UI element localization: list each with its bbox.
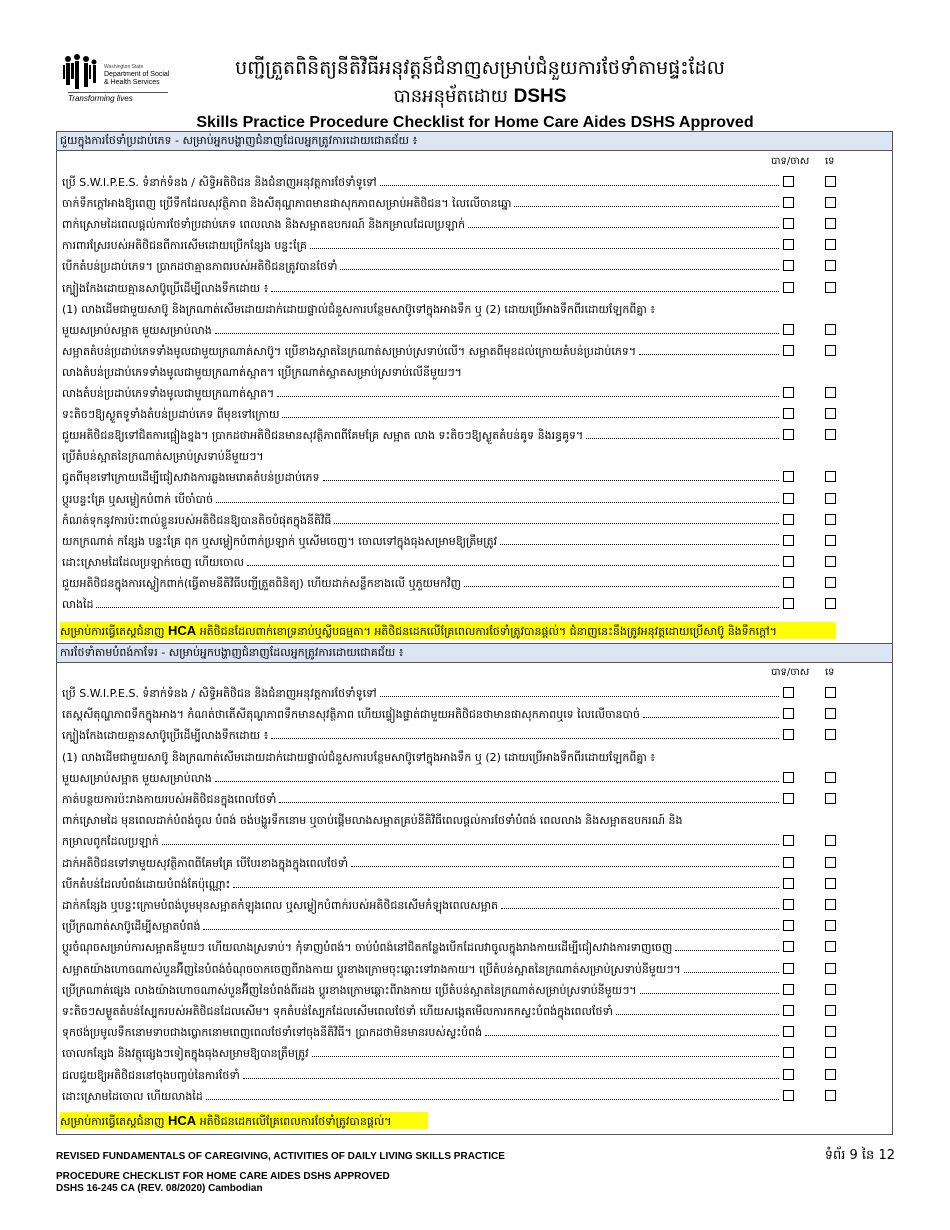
checklist-item-text: កាត់បន្ថយការប៉ះរាងកាយរបស់អតិថិជនក្នុងពេលថែទាំ xyxy=(62,793,277,806)
column-no-label: ទេ xyxy=(825,156,835,167)
yes-checkbox[interactable] xyxy=(783,899,794,910)
leader-dots xyxy=(351,866,779,867)
yes-checkbox[interactable] xyxy=(783,1047,794,1058)
yes-checkbox[interactable] xyxy=(783,514,794,525)
checklist-item xyxy=(60,468,890,488)
section-heading-perineal-care: ជួយក្នុងការថែទាំប្រដាប់ភេទ - សម្រាប់អ្នកបង្ហាញជំនាញដែលអ្នកត្រូវការដោយជោគជ័យ ៖ xyxy=(57,131,892,151)
checklist-item xyxy=(60,553,890,573)
checklist-item-text: ពាក់ស្រោមដៃ មុនពេលដាក់បំពង់ចូល បំពង់ ចង់បង្ហូរទឹកនោម ឬចាប់ផ្តើមលាងសម្អាតគ្រប់នីតិវិធីពេលផ្តល់ការថែទាំបំពង់ ពេលលាង និងសម្អាតឧបករណ៍ និង xyxy=(62,814,683,828)
yes-checkbox[interactable] xyxy=(783,857,794,868)
no-checkbox[interactable] xyxy=(825,1005,836,1016)
yes-checkbox[interactable] xyxy=(783,708,794,719)
yes-checkbox[interactable] xyxy=(783,772,794,783)
yes-checkbox[interactable] xyxy=(783,260,794,271)
checklist-item xyxy=(60,1066,890,1086)
note-rest: អតិថិជនដែលពាក់ខោទ្រនាប់ឬស្លីបធម្មតា។ អតិថិជនដេកលើគ្រែពេលការថែទាំត្រូវបានផ្តល់។ ជំនាញនេះនឹងត្រូវអនុវត្តដោយប្រើសាប៊ូ និងទឹកក្តៅ។ xyxy=(199,625,777,638)
checklist-item-text: លាងតំបន់ប្រដាប់ភេទទាំងមូលជាមួយក្រណាត់ស្អាត។ ប្រើក្រណាត់ស្អាតសម្រាប់ស្រទាប់លើនីមួយៗ។ xyxy=(62,365,462,379)
checklist-item-text: ដោះស្រោមដៃចោល ហើយលាងដៃ xyxy=(62,1089,203,1103)
no-checkbox[interactable] xyxy=(825,793,836,804)
checklist-item-text: ដោះស្រោមដៃដែលប្រឡាក់ចេញ ហើយចោល xyxy=(62,555,244,569)
leader-dots xyxy=(271,738,779,739)
no-checkbox[interactable] xyxy=(825,708,836,719)
checklist-item-text: (1) លាងដើមជាមួយសាប៊ូ និងក្រណាត់សើមដោយដាក់ដោយផ្ទាល់ជំនួសការបន្ថែមសាប៊ូទៅក្នុងអាងទឹក ឬ (2) ដោយប្រើអាងទឹកពីរដោយឡែកពីគ្នា ៖ xyxy=(62,302,656,316)
dshs-figures-icon xyxy=(60,54,102,94)
checklist-item-text: ប្រើ S.W.I.P.E.S. ទំនាក់ទំនង / សិទ្ធិអតិថិជន និងជំនាញអនុវត្តការថែទាំទូទៅ xyxy=(62,176,377,189)
yes-checkbox[interactable] xyxy=(783,239,794,250)
logo-divider xyxy=(68,92,168,93)
leader-dots xyxy=(271,291,779,292)
leader-dots xyxy=(216,502,779,503)
no-checkbox[interactable] xyxy=(825,963,836,974)
checklist-item-text: ការពារស្រែរបស់អតិថិជនពីការសើមដោយប្រើកន្សែង បន្ទះគ្រែ xyxy=(62,239,307,253)
yes-checkbox[interactable] xyxy=(783,941,794,952)
note-bold: HCA xyxy=(168,623,197,638)
checklist-item-text: ដាក់អតិថិជនទៅទាមួយសុវត្ថិភាពពីគែមគ្រែ បើបែរខាងក្នុងក្នុងពេលថែទាំ xyxy=(62,856,349,870)
no-checkbox[interactable] xyxy=(825,1090,836,1101)
leader-dots xyxy=(310,248,779,249)
leader-dots xyxy=(514,206,779,207)
no-checkbox[interactable] xyxy=(825,729,836,740)
no-checkbox[interactable] xyxy=(825,1069,836,1080)
yes-checkbox[interactable] xyxy=(783,1026,794,1037)
checklist-item-text: សម្អាតតំបន់ប្រដាប់ភេទទាំងមូលជាមួយក្រណាត់សាប៊ូ។ ប្រើខាងស្អាតនៃក្រណាត់សម្រាប់ស្រទាប់លើ។ សម្អាតពីមុខដល់ក្រោយតំបន់ប្រដាប់ភេទ។ xyxy=(62,344,637,358)
leader-dots xyxy=(282,417,779,418)
leader-dots xyxy=(643,717,779,718)
leader-dots xyxy=(464,586,779,587)
yes-checkbox[interactable] xyxy=(783,176,794,187)
checklist-item-text: ទះតិចៗឱ្យស្ងួតទូទាំងតំបន់ប្រដាប់ភេទ ពីមុខទៅក្រោយ xyxy=(62,408,280,422)
no-checkbox[interactable] xyxy=(825,345,836,356)
no-checkbox[interactable] xyxy=(825,577,836,588)
section-heading-catheter-care: ការថែទាំតាមបំពង់កាទែរ - សម្រាប់អ្នកបង្ហាញជំនាញដែលអ្នកត្រូវការដោយជោគជ័យ ៖ xyxy=(57,643,892,663)
checklist-item xyxy=(60,726,890,746)
checklist-item-text: ដាក់កន្សែង ឬបន្ទះក្រោមបំពង់បូមមុនសម្អាតកំឡុងពេល ឬសម្លៀកបំពាក់របស់អតិថិជនសើមកំឡុងពេលសម្អាត xyxy=(62,899,499,912)
checklist-item xyxy=(60,321,890,341)
checklist-item-text: កំណត់ទុកនូវការប៉ះពាល់ខ្លួនរបស់អតិថិជនឱ្យបានតិចបំផុតក្នុងនីតិវិធី xyxy=(62,513,332,527)
leader-dots xyxy=(640,993,779,994)
checklist-item xyxy=(60,490,890,510)
leader-dots xyxy=(684,972,779,973)
no-checkbox[interactable] xyxy=(825,282,836,293)
yes-checkbox[interactable] xyxy=(783,598,794,609)
checklist-item xyxy=(60,960,890,980)
checklist-item-text: មួយសម្រាប់សម្អាត មួយសម្រាប់លាង xyxy=(62,323,212,337)
yes-checkbox[interactable] xyxy=(783,793,794,804)
checklist-item-text: លាងតំបន់ប្រដាប់ភេទទាំងមូលជាមួយក្រណាត់ស្អាត។ xyxy=(62,387,275,400)
checklist-item-text: ទុកថង់ប្រមូលទឹកនោមទាបជាងប្លោកនោមពេញពេលថែទាំទៅចុងនីតិវិធី។ ប្រាកដថាមិនមានរបស់ស្ទះបំពង់ xyxy=(62,1026,483,1040)
checklist-item-text: ជលជួយឱ្យអតិថិជននៅចុងបញ្ចប់នៃការថែទាំ xyxy=(62,1068,240,1082)
checklist-item-text: ទះតិចៗសម្ងួតតំបន់ស្បែករបស់អតិថិជនដែលសើម។ ទុកតំបន់ស្បែកដែលសើមពេលថែទាំ ហើយសង្កេតមើលការកកស្ទះបំពង់ក្នុងពេលថែទាំ xyxy=(62,1005,613,1018)
yes-checkbox[interactable] xyxy=(783,408,794,419)
leader-dots xyxy=(215,333,779,334)
checklist-item-text: សម្អាតយ៉ាងហោចណាស់បួនអ៊ីញនៃបំពង់ចំណុចចាកចេញពីរាងកាយ ប្តូរខាងក្រោមចុះឆ្ពោះទៅរាងកាយ។ ប្រើតំបន់ស្អាតនៃក្រណាត់សម្រាប់ស្រទាប់នីមួយៗ។ xyxy=(62,962,681,976)
no-checkbox[interactable] xyxy=(825,197,836,208)
leader-dots xyxy=(586,438,779,439)
checklist-item-text: លាងដៃ xyxy=(62,598,94,611)
page-number xyxy=(800,1147,895,1165)
no-checkbox[interactable] xyxy=(825,556,836,567)
column-yes-label: បាទ/ចាស xyxy=(771,667,810,678)
page-of: នៃ xyxy=(861,1148,875,1163)
yes-checkbox[interactable] xyxy=(783,1069,794,1080)
checklist-item xyxy=(60,875,890,895)
checklist-item-text: ក្បៀងកែងដោយគ្មានសាប៊ូប្រើដើម្បីលាងទឹកដោយ ៖ xyxy=(62,281,269,295)
checklist-item xyxy=(60,511,890,531)
no-checkbox[interactable] xyxy=(825,1047,836,1058)
checklist-item xyxy=(60,1002,890,1022)
leader-dots xyxy=(380,696,779,697)
checklist-item-text: ជួយអតិថិជនឱ្យទៅជិតការផ្អៀងខ្នង។ ប្រាកដថាអតិថិជនមានសុវត្ថិភាពពីគែមគ្រែ សម្អាត លាង ទះតិចៗឱ្យស្ងួតតំបន់គូទ និងរន្ធគូទ។ xyxy=(62,429,584,443)
checklist-item-text: បើកតំបន់ដែលបំពង់ដោយបំពង់តែប៉ុណ្ណោះ xyxy=(62,877,231,891)
yes-checkbox[interactable] xyxy=(783,493,794,504)
no-checkbox[interactable] xyxy=(825,408,836,419)
checklist-item-text: ជួយអតិថិជនក្នុងការស្លៀកពាក់(ធ្វើតាមនីតិវិធីបញ្ជីត្រួតពិនិត្យ) ហើយដាក់សន្លឹកខាងលើ ឬភួយមកវិញ xyxy=(62,576,461,590)
yes-checkbox[interactable] xyxy=(783,984,794,995)
checklist-item xyxy=(60,896,890,916)
checklist-item-text: យកក្រណាត់ កន្សែង បន្ទះគ្រែ ពុក ឬសម្លៀកបំពាក់ប្រឡាក់ ឬសើមចេញ។ ចោលទៅក្នុងធុងសម្រាមឱ្យត្រឹមត្រូវ xyxy=(62,534,498,548)
logo-agency: Department of Social & Health Services xyxy=(104,71,170,86)
leader-dots xyxy=(485,1035,779,1036)
yes-checkbox[interactable] xyxy=(783,556,794,567)
checklist-item xyxy=(60,405,890,425)
checklist-item-text: ប្តូរចំណុចសម្រាប់ការសម្អាតនីមួយៗ ហើយលាងស្រទាប់។ កុំទាញបំពង់។ ចាប់បំពង់នៅជិតកន្លែងបើកដែលវាចូលក្នុងរាងកាយដើម្បីជៀសវាងការទាញចេញ xyxy=(62,941,673,955)
column-no-label: ទេ xyxy=(825,667,835,678)
checklist-item xyxy=(60,300,890,320)
leader-dots xyxy=(675,950,779,951)
no-checkbox[interactable] xyxy=(825,387,836,398)
no-checkbox[interactable] xyxy=(825,176,836,187)
page-prefix: ទំព័រ xyxy=(824,1148,846,1163)
checklist-item-text: ចោលកន្សែង និងវត្ថុផ្សេងៗទៀតក្នុងធុងសម្រាមឱ្យបានត្រឹមត្រូវ xyxy=(62,1047,309,1061)
leader-dots xyxy=(323,480,779,481)
leader-dots xyxy=(243,1078,779,1079)
yes-checkbox[interactable] xyxy=(783,218,794,229)
checklist-item-text: ប្រើក្រណាត់សាប៊ូដើម្បីសម្អាតបំពង់ xyxy=(62,920,201,934)
dshs-logo xyxy=(60,52,168,108)
checklist-item xyxy=(60,938,890,958)
checklist-item-text: បើកតំបន់ប្រដាប់ភេទ។ ប្រាកដថាគ្មានភាពរបស់អតិថិជនត្រូវបានថែទាំ xyxy=(62,260,338,274)
no-checkbox[interactable] xyxy=(825,324,836,335)
no-checkbox[interactable] xyxy=(825,920,836,931)
yes-checkbox[interactable] xyxy=(783,1090,794,1101)
no-checkbox[interactable] xyxy=(825,772,836,783)
checklist-item-text: ពាក់ស្រោមដៃពេលផ្តល់ការថែទាំប្រដាប់ភេទ ពេលលាង និងសម្អាតឧបករណ៍ និងកម្រាលដែលប្រឡាក់ xyxy=(62,218,466,232)
page-title-khmer: បញ្ជីត្រួតពិនិត្យនីតិវិធីអនុវត្តន៍ជំនាញសម្រាប់ជំនួយការថែទាំតាមផ្ទះដែល xyxy=(235,57,725,79)
checklist-item-text: ចាក់ទឹកក្តៅអាងឱ្យពេញ ប្រើទឹកដែលសុវត្ថិភាព និងសីតុណ្ហភាពមានផាសុកភាពសម្រាប់អតិថិជន។ លៃលើចានឆ្នោ xyxy=(62,197,512,211)
column-yes-label: បាទ/ចាស xyxy=(771,156,810,167)
leader-dots xyxy=(233,887,779,888)
checklist-item xyxy=(60,215,890,235)
yes-checkbox[interactable] xyxy=(783,920,794,931)
yes-checkbox[interactable] xyxy=(783,471,794,482)
checklist-item xyxy=(60,854,890,874)
checklist-item-text: តេស្តសីតុណ្ហភាពទឹកក្នុងអាង។ កំណត់ថាតើសីតុណ្ហភាពទឹកមានសុវត្ថិភាព ហើយផ្ទៀងផ្ទាត់ជាមួយអតិថិជនថាមានផាសុកភាពឬទេ លៃលើចានបាច់ xyxy=(62,708,640,722)
yes-checkbox[interactable] xyxy=(783,282,794,293)
checklist-item xyxy=(60,574,890,594)
checklist-item-text: កម្រាលពូកដែលប្រឡាក់ xyxy=(62,835,159,849)
checklist-item-text: ប្រើតំបន់ស្អាតនៃក្រណាត់សម្រាប់ស្រទាប់នីមួយៗ។ xyxy=(62,450,264,464)
no-checkbox[interactable] xyxy=(825,493,836,504)
no-checkbox[interactable] xyxy=(825,899,836,910)
leader-dots xyxy=(312,1056,779,1057)
checklist-item xyxy=(60,194,890,214)
checklist-item xyxy=(60,363,890,383)
no-checkbox[interactable] xyxy=(825,429,836,440)
leader-dots xyxy=(277,396,779,397)
leader-dots xyxy=(340,269,779,270)
yes-checkbox[interactable] xyxy=(783,687,794,698)
no-checkbox[interactable] xyxy=(825,535,836,546)
note-bold: HCA xyxy=(168,1113,197,1128)
leader-dots xyxy=(501,908,779,909)
yes-checkbox[interactable] xyxy=(783,324,794,335)
title-km2-prefix: បានអនុម័តដោយ xyxy=(393,86,508,107)
logo-tagline: Transforming lives xyxy=(68,94,133,103)
checklist-item-text: ប្តូរបន្ទះគ្រែ ឬសម្លៀកបំពាក់ បើចាំបាច់ xyxy=(62,492,214,506)
section-note-catheter-care xyxy=(60,1112,428,1129)
checklist-item xyxy=(60,279,890,299)
no-checkbox[interactable] xyxy=(825,471,836,482)
checklist-item xyxy=(60,426,890,446)
footer-line2: PROCEDURE CHECKLIST FOR HOME CARE AIDES DSHS APPROVED xyxy=(56,1171,390,1182)
checklist-item-text: (1) លាងដើមជាមួយសាប៊ូ និងក្រណាត់សើមដោយដាក់ដោយផ្ទាល់ជំនួសការបន្ថែមសាប៊ូទៅក្នុងអាងទឹក ឬ (2) ដោយប្រើអាងទឹកពីរដោយឡែកពីគ្នា ៖ xyxy=(62,750,656,764)
yes-checkbox[interactable] xyxy=(783,878,794,889)
checklist-item xyxy=(60,705,890,725)
leader-dots xyxy=(203,929,779,930)
yes-checkbox[interactable] xyxy=(783,1005,794,1016)
leader-dots xyxy=(468,227,779,228)
yes-checkbox[interactable] xyxy=(783,577,794,588)
no-checkbox[interactable] xyxy=(825,514,836,525)
checklist-item xyxy=(60,236,890,256)
checklist-item xyxy=(60,748,890,768)
checklist-item-text: ជូតពីមុខទៅក្រោយដើម្បីជៀសវាងការឆ្លងមេរោគតំបន់ប្រដាប់ភេទ xyxy=(62,471,320,485)
checklist-item xyxy=(60,917,890,937)
title-km2-bold: DSHS xyxy=(513,86,567,107)
checklist-item xyxy=(60,769,890,789)
leader-dots xyxy=(162,844,779,845)
leader-dots xyxy=(215,781,779,782)
yes-checkbox[interactable] xyxy=(783,835,794,846)
checklist-item xyxy=(60,257,890,277)
note-prefix: សម្រាប់ការធ្វើតេស្តជំនាញ xyxy=(60,1115,165,1128)
no-checkbox[interactable] xyxy=(825,239,836,250)
checklist-item xyxy=(60,790,890,810)
footer-line1: REVISED FUNDAMENTALS OF CAREGIVING, ACTIVITIES OF DAILY LIVING SKILLS PRACTICE xyxy=(56,1151,505,1162)
leader-dots xyxy=(334,523,779,524)
leader-dots xyxy=(279,802,779,803)
checklist-item xyxy=(60,832,890,852)
page-title-khmer-line2 xyxy=(380,86,580,108)
checklist-item xyxy=(60,173,890,193)
checklist-item xyxy=(60,1023,890,1043)
section-note-perineal-care xyxy=(60,622,836,639)
no-checkbox[interactable] xyxy=(825,835,836,846)
yes-checkbox[interactable] xyxy=(783,963,794,974)
no-checkbox[interactable] xyxy=(825,598,836,609)
page-num: 9 xyxy=(849,1148,858,1163)
yes-checkbox[interactable] xyxy=(783,429,794,440)
checklist-item-text: ក្បៀងកែងដោយគ្មានសាប៊ូប្រើដើម្បីលាងទឹកដោយ ៖ xyxy=(62,729,269,743)
yes-checkbox[interactable] xyxy=(783,345,794,356)
checklist-item xyxy=(60,595,890,615)
leader-dots xyxy=(500,544,779,545)
no-checkbox[interactable] xyxy=(825,857,836,868)
leader-dots xyxy=(616,1014,779,1015)
yes-checkbox[interactable] xyxy=(783,535,794,546)
leader-dots xyxy=(639,354,779,355)
leader-dots xyxy=(96,607,779,608)
page-title-english: Skills Practice Procedure Checklist for Home Care Aides DSHS Approved xyxy=(196,114,754,131)
no-checkbox[interactable] xyxy=(825,941,836,952)
checklist-item xyxy=(60,1087,890,1107)
leader-dots xyxy=(206,1099,779,1100)
checklist-item xyxy=(60,981,890,1001)
checklist-item xyxy=(60,384,890,404)
note-rest: អតិថិជនដេកលើគ្រែពេលការថែទាំត្រូវបានផ្តល់។ xyxy=(199,1115,392,1128)
note-prefix: សម្រាប់ការធ្វើតេស្តជំនាញ xyxy=(60,625,165,638)
leader-dots xyxy=(380,185,779,186)
logo-state: Washington State xyxy=(104,64,144,70)
yes-checkbox[interactable] xyxy=(783,387,794,398)
no-checkbox[interactable] xyxy=(825,1026,836,1037)
no-checkbox[interactable] xyxy=(825,878,836,889)
yes-checkbox[interactable] xyxy=(783,197,794,208)
checklist-item xyxy=(60,1044,890,1064)
yes-checkbox[interactable] xyxy=(783,729,794,740)
checklist-item xyxy=(60,447,890,467)
checklist-item-text: ប្រើក្រណាត់ផ្សេង លាងយ៉ាងហោចណាស់បួនអ៊ីញនៃបំពង់ពីរដង ប្តូរខាងក្រោមឆ្ពោះពីរាងកាយ ប្រើតំបន់ស្អាតនៃក្រណាត់សម្រាប់ស្រទាប់នីមួយៗ។ xyxy=(62,983,637,997)
no-checkbox[interactable] xyxy=(825,687,836,698)
checklist-item-text: មួយសម្រាប់សម្អាត មួយសម្រាប់លាង xyxy=(62,771,212,785)
no-checkbox[interactable] xyxy=(825,984,836,995)
checklist-item-text: ប្រើ S.W.I.P.E.S. ទំនាក់ទំនង / សិទ្ធិអតិថិជន និងជំនាញអនុវត្តការថែទាំទូទៅ xyxy=(62,687,377,700)
no-checkbox[interactable] xyxy=(825,260,836,271)
footer-line3: DSHS 16-245 CA (REV. 08/2020) Cambodian xyxy=(56,1183,263,1194)
leader-dots xyxy=(247,565,779,566)
checklist-item xyxy=(60,342,890,362)
no-checkbox[interactable] xyxy=(825,218,836,229)
checklist-item xyxy=(60,811,890,831)
checklist-item xyxy=(60,532,890,552)
page-total: 12 xyxy=(878,1148,895,1163)
checklist-item xyxy=(60,684,890,704)
